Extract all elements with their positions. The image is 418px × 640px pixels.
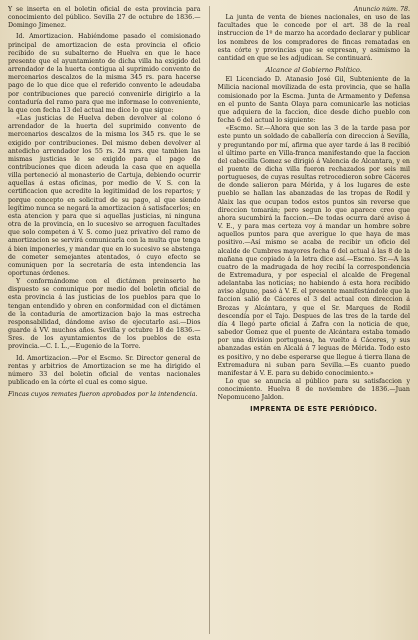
amortizacion-paragraph-2: Id. Amortizacion.—Por el Escmo. Sr. Director general de rentas y arbitrios de Amortizacion se me ha dirigido el número 33 del boletin oficial de ventas nacionales publicado en la córte el cual es como sigue.	[8, 354, 201, 387]
column-divider	[209, 6, 210, 634]
left-column	[8, 6, 201, 634]
amortizacion-paragraph-1: Id. Amortizacion. Habiéndome pasado el comisionado principal de amortizacion de esta provincia el oficio recibido de su subalterno de Huelva en que le hace presente que el ayuntamiento de dicha villa ha exigido del arrendador de la huerta contigua al suprimido convento de mercenarios descalzos de la misma 345 rs. para hacerse pago de lo que dice que el referido convento le adeudaba por contribuciones que pareció convenirle dirigirlo a la contaduría del ramo para que me informase lo conveniente, la que con fecha 13 del actual me dice lo que sigue:	[8, 33, 201, 114]
anuncio-number: Anuncio núm. 78.	[353, 6, 410, 13]
alcance-heading: Alcance al Gobierno Político.	[265, 66, 362, 75]
contaduria-report-paragraph: «Las justicias de Huelva deben devolver al colono ó arrendador de la huerta del suprimido convento de mercenarios descalzos de la misma los 345 rs. que le se exigido por contribuciones. Del mismo deben devolver al antedicho arrendador los 55 rs. 24 mrs. que tambien las mismas justicias le se exigido para el pago de contribuciones que dicen adeuda la casa que en aquella villa perteneció al monasterio de Cartuja, debiendo ocurrir aquellas á estas oficinas, por medio de V. S. con la certificacion que acredite la legitimidad de los repartos; y porque concepto en solicitud de su pago, al que siendo legítimo nunca se negará la amortizacion á satisfacerlos; en esta atencion y para que si aquellas justicias, ni ninguna otra de la provincia, en lo sucesivo se arroguen facultades que solo competen á V. S. como juez privativo del ramo de amortizacion se servirá comunicarla con la multa que tenga á bien imponerles, y mandar que en lo sucesivo se abstenga de cometer semejantes atentados, ó cuyo efecto se comuniquen por la secretaría de esta intendencia las oportunas órdenes.	[8, 115, 201, 277]
junta-venta-paragraph: La junta de venta de bienes nacionales, en uso de las facultades que le concede por el art. 38 de la real instruccion de 1º de marzo ha acordado declarar y publicar los nombres de los compradores de fincas rematadas en esta córte y provincias que se expresan, y asimismo la cantidad en que se les adjudican. Se continuará.	[217, 14, 410, 62]
intro-paragraph: Y se inserta en el boletin oficial de esta provincia para conocimiento del público. Sevilla 27 de octubre de 1836.—Domingo Jimenez.	[8, 6, 201, 30]
fincas-heading: Fincas cuyos remates fueron aprobados por la intendencia.	[8, 391, 198, 399]
right-column	[218, 6, 411, 634]
imprint-line: IMPRENTA DE ESTE PERIÓDICO.	[250, 404, 378, 413]
closing-paragraph: Lo que se anuncia al público para su satisfaccion y conocimiento. Huelva 8 de noviembre de 1836.—Juan Nepomuceno Jaldon.	[217, 378, 410, 402]
dispatch-paragraph: «Escmo. Sr.—Ahora que son las 3 de la tarde pasa por este punto un soldado de caballería con direccion á Sevilla, y preguntando por mí, afirma que ayer tarde á las 8 recibió el último parte en Villa-franca manifestando que la faccion del cabecilla Gomez se dirigió á Valencia de Alcantara, y en el puente de dicha villa fueron rechazados por seis mil portugueses, de cuyas resultas retrocedieron sobre Cáceres de donde salieron para Mérida, y á los lugares de este pueblo se hallan las abanzadas de las tropas de Rodil y Alaix las que ocupan todos estos puntos sin reverse que direccion tomarán; pero segun lo que aparece creo que ahora sucumbirá la faccion.—De todas ocurra daré aviso á V. E., y para mas certeza voy á mandar un hombre sobre aquellos puntos para que averigue lo que haya de mas positivo.—Así mismo se acaba de recibir un oficio del alcalde de Cumbres mayores fecha 6 del actual á las 8 de la mañana que copiado á la letra dice así.—Escmo. Sr.—A las cuatro de la madrugada de hoy recibí la correspondencia de Extremadura, y por especial el alcalde de Fregenal adelantaba las noticias; no habiendo á esta hora recibido aviso alguno, pasó á V. E. el presente manifestándole que la faccion salió de Cáceres el 3 del actual con direccion á Brozas y Alcántara, y que el Sr. Marques de Rodil descendía por el Tajo. Despues de las tres de la tarde del día 4 llegó parte oficial á Zafra con la noticia de que, sabedor Gomez que el puente de Alcántara estaba tomado por una division portuguesa, ha vuelto á Cáceres, y sus abanzadas están en Alcalá á 7 leguas de Mérida. Todo esto es positivo, y no debe esperarse que llegue á tierra llana de Extremadura ni suban para Sevilla.—Es cuanto puedo manifestar á V. E. para su debido conocimiento.»	[217, 125, 410, 377]
gil-report-paragraph: El Licenciado D. Atanasio José Gil, Subteniente de la Milicia nacional movilizada de esta provincia, que se halla comisionado por la Escma. Junta de Armamento y Defensa en el punto de Santa Olaya para comunicarle las noticias que adquiera de la faccion, dice desde dicho pueblo con fecha 6 del actual lo siguiente:	[217, 76, 410, 125]
resolution-paragraph: Y conformándome con el dictámen preinserto he dispuesto se comunique por medio del boletin oficial de esta provincia á las justicias de los pueblos para que lo tengan entendido y obren en conformidad con el dictámen de la contaduría de amortizacion bajo la mas estrecha responsabilidad, dándome aviso de ejecutarlo asi.—Dios guarde á VV. muchos años. Sevilla y octubre 18 de 1836.—Sres. de los ayuntamientos de los pueblos de esta provincia.—C. I. L.,—Eugenio de la Torre.	[8, 278, 201, 351]
columns	[8, 6, 410, 634]
